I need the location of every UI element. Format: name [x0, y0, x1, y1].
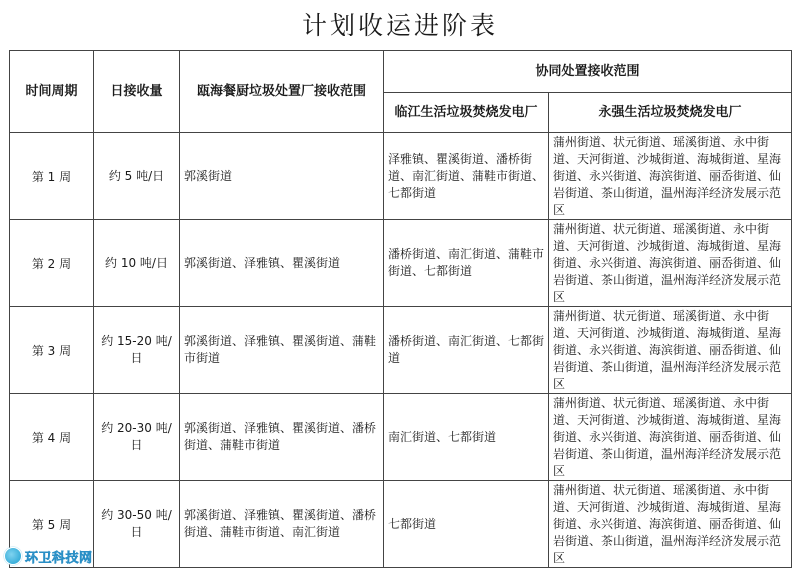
cell-daily: 约 30-50 吨/日	[94, 481, 180, 568]
cell-yongqiang: 蒲州街道、状元街道、瑶溪街道、永中街道、天河街道、沙城街道、海城街道、星海街道、永兴街道、海滨街道、丽岙街道、仙岩街道、茶山街道，温州海洋经济发展示范区	[549, 394, 792, 481]
globe-logo-icon	[4, 547, 22, 565]
cell-period: 第 3 周	[10, 307, 94, 394]
header-period: 时间周期	[10, 51, 94, 133]
cell-linjiang: 泽雅镇、瞿溪街道、潘桥街道、南汇街道、蒲鞋市街道、七都街道	[384, 133, 549, 220]
cell-linjiang: 七都街道	[384, 481, 549, 568]
cell-linjiang: 潘桥街道、南汇街道、七都街道	[384, 307, 549, 394]
header-row	[10, 51, 792, 93]
cell-daily: 约 20-30 吨/日	[94, 394, 180, 481]
cell-period: 第 1 周	[10, 133, 94, 220]
cell-ou: 郭溪街道、泽雅镇、瞿溪街道、潘桥街道、蒲鞋市街道、南汇街道	[180, 481, 384, 568]
cell-daily: 约 5 吨/日	[94, 133, 180, 220]
cell-linjiang: 南汇街道、七都街道	[384, 394, 549, 481]
cell-linjiang: 潘桥街道、南汇街道、蒲鞋市街道、七都街道	[384, 220, 549, 307]
page-title: 计划收运进阶表	[301, 11, 498, 40]
watermark-text: 环卫科技网	[25, 550, 93, 566]
header-yongqiang: 永强生活垃圾焚烧发电厂	[549, 93, 792, 133]
table-row	[10, 307, 792, 394]
header-ou: 瓯海餐厨垃圾处置厂接收范围	[180, 51, 384, 133]
cell-ou: 郭溪街道、泽雅镇、瞿溪街道、蒲鞋市街道	[180, 307, 384, 394]
cell-daily: 约 15-20 吨/日	[94, 307, 180, 394]
cell-daily: 约 10 吨/日	[94, 220, 180, 307]
table-row	[10, 394, 792, 481]
cell-period: 第 4 周	[10, 394, 94, 481]
watermark	[4, 546, 93, 566]
table-row	[10, 481, 792, 568]
cell-ou: 郭溪街道、泽雅镇、瞿溪街道、潘桥街道、蒲鞋市街道	[180, 394, 384, 481]
header-linjiang: 临江生活垃圾焚烧发电厂	[384, 93, 549, 133]
cell-yongqiang: 蒲州街道、状元街道、瑶溪街道、永中街道、天河街道、沙城街道、海城街道、星海街道、永兴街道、海滨街道、丽岙街道、仙岩街道、茶山街道，温州海洋经济发展示范区	[549, 220, 792, 307]
cell-period: 第 2 周	[10, 220, 94, 307]
schedule-table	[9, 50, 792, 568]
table-row	[10, 220, 792, 307]
cell-ou: 郭溪街道、泽雅镇、瞿溪街道	[180, 220, 384, 307]
cell-period: 第 5 周	[10, 481, 94, 568]
cell-yongqiang: 蒲州街道、状元街道、瑶溪街道、永中街道、天河街道、沙城街道、海城街道、星海街道、永兴街道、海滨街道、丽岙街道、仙岩街道、茶山街道，温州海洋经济发展示范区	[549, 481, 792, 568]
cell-yongqiang: 蒲州街道、状元街道、瑶溪街道、永中街道、天河街道、沙城街道、海城街道、星海街道、永兴街道、海滨街道、丽岙街道、仙岩街道、茶山街道，温州海洋经济发展示范区	[549, 133, 792, 220]
table-row	[10, 133, 792, 220]
cell-ou: 郭溪街道	[180, 133, 384, 220]
header-coop: 协同处置接收范围	[384, 51, 792, 93]
cell-yongqiang: 蒲州街道、状元街道、瑶溪街道、永中街道、天河街道、沙城街道、海城街道、星海街道、永兴街道、海滨街道、丽岙街道、仙岩街道、茶山街道，温州海洋经济发展示范区	[549, 307, 792, 394]
header-daily: 日接收量	[94, 51, 180, 133]
